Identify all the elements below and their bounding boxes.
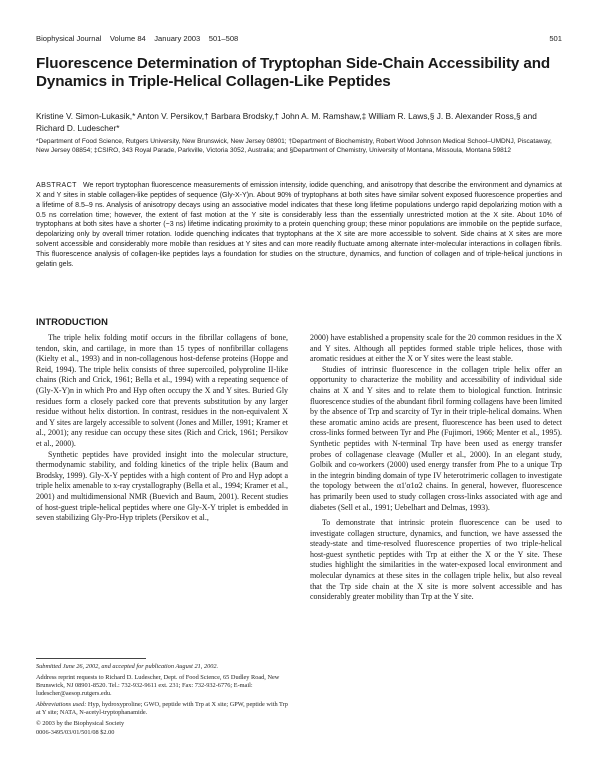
paper-title: Fluorescence Determination of Tryptophan Side-Chain Accessibility and Dynamics in Triple-Helical Collagen-Like Peptides [36, 55, 551, 90]
section-heading-introduction: INTRODUCTION [36, 316, 108, 327]
reprint-address: Address reprint requests to Richard D. Ludescher, Dept. of Food Science, 65 Dudley Road, New Brunswick, NJ 08901-8520. Tel.: 732-932-9611 ext. 231; Fax: 732-932-6776; E-mail: ludescher@aesop.rutgers.edu. [36, 673, 280, 698]
running-head [36, 34, 562, 46]
footnotes [36, 663, 288, 737]
author-list: Kristine V. Simon-Lukasik,* Anton V. Persikov,† Barbara Brodsky,† John A. M. Ramshaw,‡ William R. Laws,§ J. B. Alexander Ross,§ and Richard D. Ludescher* [36, 111, 537, 133]
affiliations: *Department of Food Science, Rutgers University, New Brunswick, New Jersey 08901; †Department of Biochemistry, Robert Wood Johnson Medical School–UMDNJ, Piscataway, New Jersey 08854; ‡CSIRO, 343 Royal Parade, Parkville, Victoria 3052, Australia; and §Department of Chemistry, University of Montana, Missoula, Montana 59812 [36, 138, 552, 155]
intro-paragraph-1: The triple helix folding motif occurs in the fibrillar collagens of bone, tendon, skin, and cartilage, in more than 15 types of nonfibrillar collagens (Kielty et al., 1993) and in non-collagenous host-defense proteins (Hoppe and Reid, 1994). The triple helix consists of three supercoiled, polyproline II-like chains (Rich and Crick, 1961; Bella et al., 1994) with a repeating sequence of (Gly-X-Y)n in which Pro and Hyp often occupy the X and Y sites. Buried Gly residues form a closely packed core that prevents substitution by any larger residue without helix distortion. In contrast, residues in the non-equivalent X and Y sites are largely accessible to solvent (Jones and Miller, 1991; Kramer et al., 2001); any residue can occupy these sites (Rich and Crick, 1961; Persikov et al., 2000). [36, 333, 288, 448]
left-column [36, 333, 288, 524]
intro-paragraph-4: To demonstrate that intrinsic protein fluorescence can be used to investigate collagen structure, dynamics, and function, we have assessed the steady-state and time-resolved fluorescence properties of two triple-helical host-guest synthetic peptides with Trp at either the X or the Y site. These studies highlight the similarities in the water-exposed local environment and molecular dynamics at these sites in the collagen triple helix, but also reveal that the Trp side chain at the X site is more solvent accessible and has considerably greater mobility than Trp at the Y site. [310, 518, 562, 602]
abstract-text: We report tryptophan fluorescence measurements of emission intensity, iodide quenching, and anisotropy that describe the environment and dynamics at X and Y sites in stable collagen-like peptides of sequence (Gly-X-Y)n. About 90% of tryptophans at both sites have similar solvent exposed fluorescence properties and a lifetime of 8.5–9 ns. Analysis of anisotropy decays using an associative model indicates that these long lifetime populations undergo rapid depolarizing motion with a 0.5 ns correlation time; however, the extent of fast motion at the Y site is considerably less than the essentially unrestricted motion at the X site. About 10% of tryptophans at both sites have a shorter (~3 ns) lifetime indicating proximity to a protein quenching group; these minor populations are immobile on the peptide surface, depolarizing only by overall trimer rotation. Iodide quenching indicates that tryptophans at the X site are more accessible to solvent. Side chains at X sites are more solvent accessible and considerably more mobile than residues at Y sites and can more readily fluctuate among alternate inter-molecular interactions in collagen fibrils. This fluorescence analysis of collagen-like peptides lays a foundation for studies on the structure, dynamics, and function of collagen and of triple-helical junctions in gelatin gels. [36, 182, 562, 268]
copyright-notice: © 2003 by the Biophysical Society [36, 720, 125, 728]
abstract [36, 181, 562, 270]
abbreviations-text: Hyp, hydroxyproline; GWO, peptide with Trp at X site; GPW, peptide with Trp at Y site; NATA, N-acetyl-tryptophanamide. [36, 701, 288, 717]
journal-date: January 2003 [154, 34, 201, 43]
journal-name: Biophysical Journal [36, 34, 102, 43]
abstract-label: ABSTRACT [36, 182, 77, 189]
abbreviations-label: Abbreviations used: [36, 701, 87, 709]
intro-paragraph-2-continued: 2000) have established a propensity scale for the 20 common residues in the X and Y sites. Although all peptides formed stable triple helices, those with aromatic residues at either the X or Y sites were the least stable. [310, 333, 562, 364]
journal-volume: Volume 84 [109, 34, 146, 43]
right-column [310, 333, 562, 603]
page-number: 501 [549, 34, 562, 43]
footnote-divider [36, 658, 146, 659]
submission-dates: Submitted June 26, 2002, and accepted for publication August 21, 2002. [36, 663, 219, 670]
intro-paragraph-2: Synthetic peptides have provided insight into the molecular structure, thermodynamic stability, and folding kinetics of the triple helix (Baum and Brodsky, 1999). Gly-X-Y peptides with a high content of Pro and Hyp adopt a triple helix amenable to x-ray crystallography (Bella et al., 1994; Kramer et al., 2001) and multidimensional NMR (Buevich and Baum, 2001). Recent studies of host-guest triple-helical peptides where one Gly-X-Y triplet is embedded in seven stabilizing Gly-Pro-Hyp triplets (Persikov et al., [36, 449, 288, 523]
journal-pages: 501–508 [208, 34, 239, 43]
article-code: 0006-3495/03/01/501/08 $2.00 [36, 728, 115, 736]
intro-paragraph-3: Studies of intrinsic fluorescence in the collagen triple helix offer an opportunity to characterize the mobility and accessibility of individual side chains at X and Y sites and to relate them to biological function. Intrinsic fluorescence studies of the abundant fibril forming collagens have been limited by the absence of Trp and scarcity of Tyr in their triple-helical domains. When these aromatic amino acids are present, fluorescence has been used to detect cross-links formed between Tyr and Phe (Fujimori, 1966; Menter et al., 1995). Synthetic peptides with N-terminal Trp have been used as energy transfer probes of collagenase cleavage (Muller et al., 2000). In an elegant study, Golbik and co-workers (2000) used energy transfer from Phe to a unique Trp in the integrin binding domain of type IV heterotrimeric collagen to investigate the topology between the α1'α1α2 chains. In general, however, fluorescence has primarily been used to study collagen cross-links associated with age and diabetes (Sell et al., 1991; Uebelhart and Delmas, 1993). [310, 364, 562, 512]
abbreviations [36, 701, 288, 718]
journal-citation [36, 34, 238, 43]
